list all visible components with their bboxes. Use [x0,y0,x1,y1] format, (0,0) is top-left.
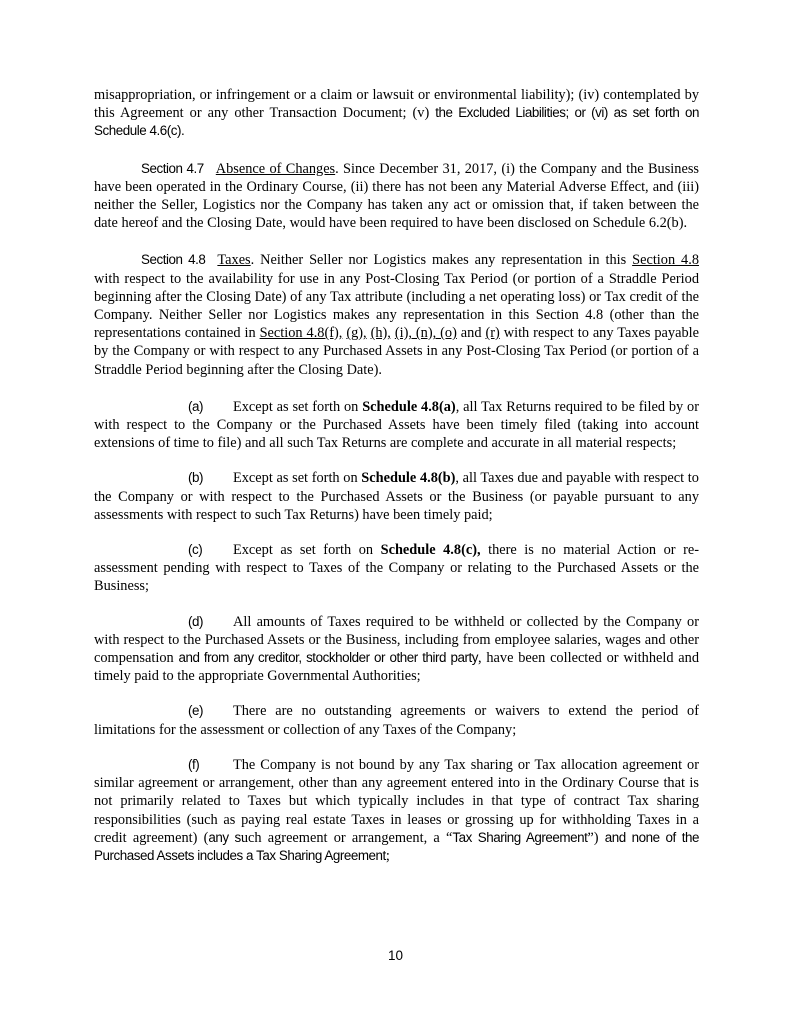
page-number: 10 [387,948,404,963]
text: , all Taxes due and payable with respect to the Company or with respect to the Purchased Assets or the Business (or payable pursuant to any assessments with respect to such Tax Returns) have been timely paid; [94,470,699,523]
text-inserted: any s [208,829,241,845]
text-inserted: the Excluded Liabilities; or (vi) as set forth on Schedule 4.6(c). [94,105,699,139]
section-label: Section 4.8 [141,252,206,268]
text: Except as set forth on [233,542,381,559]
defined-term: Tax Sharing Agreement [452,829,588,845]
text: uch agreement or arrangement, a “ [240,829,453,846]
text: Except as set forth on [233,398,363,415]
subsection-label: (e) [188,703,204,719]
text: The Company is not bound by any Tax sharing or Tax allocation agreement or similar agreement or arrangement, other than any agreement entered into in the Ordinary Course that is not primarily related to Taxes but which typically includes in that type of contract Tax sharing responsibilities (such as paying real estate Taxes in leases or grossing up for withholding Taxes in a credit agreement) ( [94,756,699,846]
text: with respect to any Taxes payable by the Company or with respect to any Purchased Assets in any Post-Closing Tax Period (or portion of a Straddle Period beginning after the Closing Date). [94,325,699,378]
subsection-e [94,702,699,738]
text: ; [385,847,390,864]
section-heading: Absence of Changes [215,160,336,177]
cross-reference: Section 4.8(f), [259,325,343,342]
schedule-reference: Schedule 4.8(c), [380,542,481,559]
subsection-label: (b) [188,470,204,486]
subsection-label: (d) [188,613,204,629]
text: . Since December 31, 2017, (i) the Company and the Business have been operated in the Ordinary Course, (ii) there has not been any Material Adverse Effect, and (iii) neither the Seller, Logistics nor the Company has taken any act or omission that, if taken between the date hereof and the Closing Date, would have been required to have been disclosed on Schedule 6.2(b). [94,160,699,232]
text: Except as set forth on [233,470,362,487]
section-4-7 [94,160,699,233]
text: There are no outstanding agreements or waivers to extend the period of limitations for the assessment or collection of any Taxes of the Company; [94,703,699,738]
text: there is no material Action or re-assessment pending with respect to Taxes of the Company or relating to the Purchased Assets or the Business; [94,542,699,595]
subsection-b [94,469,699,524]
text: , have been collected or withheld and timely paid to the appropriate Governmental Authorities; [94,650,699,685]
schedule-reference: Schedule 4.8(a) [362,398,456,415]
text: with respect to the availability for use in any Post-Closing Tax Period (or portion of a Straddle Period beginning after the Closing Date) of any Tax attribute (including a net operating loss) or Tax credit of the Company. Neither Seller nor Logistics makes any representation in this Section 4.8 (other than the representations contained in [94,270,699,342]
cross-reference: Section 4.8 [632,252,699,269]
section-label: Section 4.7 [141,160,204,176]
subsection-label: (f) [188,756,200,772]
subsection-a [94,398,699,453]
text: All amounts of Taxes required to be withheld or collected by the Company or with respect to the Purchased Assets or the Business, including from employee salaries, wages and other compensation [94,613,699,667]
text: . Neither Seller nor Logistics makes any representation in this [250,252,633,269]
subsection-label: (c) [188,542,203,558]
text: misappropriation, or infringement or a claim or lawsuit or environmental liability); (iv) contemplated by this Agreement or any other Transaction Document; (v) [94,87,699,122]
text: ”) [587,829,605,846]
text: and [456,325,486,342]
cross-reference: (r) [485,325,500,342]
section-4-8 [94,251,699,378]
subsection-c [94,541,699,596]
text-inserted: and none of the Purchased Assets includes a Tax Sharing Agreement [94,829,700,863]
cross-reference: (g), [346,325,367,342]
schedule-reference: Schedule 4.8(b) [361,470,456,487]
cross-reference: (h), [370,325,391,342]
text-inserted: and from any creditor, stockholder or other third party [178,650,479,666]
section-heading: Taxes [217,252,251,269]
text: , all Tax Returns required to be filed by or with respect to the Company or the Purchased Assets have been timely filed (taking into account extensions of time to file) and all such Tax Returns are complete and accurate in all material respects; [94,398,699,452]
subsection-d [94,613,699,686]
cross-reference: (i), (n), (o) [394,325,457,342]
subsection-f [94,756,699,865]
paragraph-continuation [94,86,699,141]
subsection-label: (a) [188,398,204,414]
